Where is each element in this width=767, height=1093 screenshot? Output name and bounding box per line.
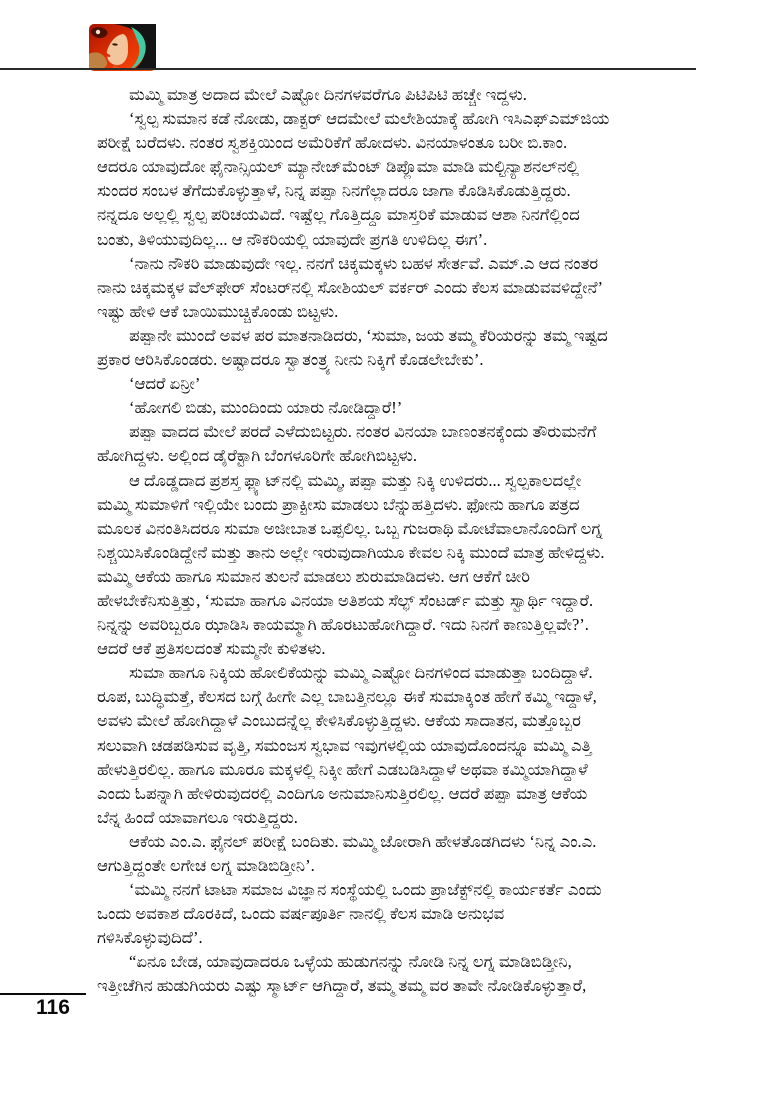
text-line: ಮೂಲಕ ವಿನಂತಿಸಿದರೂ ಸುಮಾ ಅಜೀಬಾತ ಒಪ್ಪಲಿಲ್ಲ. ಒಬ್ಬ ಗುಜರಾಥಿ ಮೋಟೆವಾಲಾನೊಂದಿಗೆ ಲಗ್ನ <box>97 518 603 538</box>
paragraph <box>97 396 719 420</box>
paragraph <box>97 324 719 372</box>
text-line: ಪರೀಕ್ಷೆ ಬರೆದಳು. ನಂತರ ಸ್ವಶಕ್ತಿಯಿಂದ ಅಮೆರಿಕೆಗೆ ಹೋದಳು. ವಿನಯಾಳಂತೂ ಬರೀ ಬಿ.ಕಾಂ. <box>97 133 568 153</box>
page-number: 116 <box>36 996 70 1019</box>
text-line: ‘ಮಮ್ಮಿ ನನಗೆ ಟಾಟಾ ಸಮಾಜ ವಿಜ್ಞಾನ ಸಂಸ್ಥೆಯಲ್ಲಿ ಒಂದು ಪ್ರಾಜೆಕ್ಟ್‌ನಲ್ಲಿ ಕಾರ್ಯಕರ್ತೆ ಎಂದು <box>129 880 602 900</box>
text-line: “ಏನೂ ಬೇಡ, ಯಾವುದಾದರೂ ಒಳ್ಳೆಯ ಹುಡುಗನನ್ನು ನೋಡಿ ನಿನ್ನ ಲಗ್ನ ಮಾಡಿಬಿಡ್ತೀನಿ, <box>129 952 572 972</box>
text-line: ಮಮ್ಮಿ ಆಕೆಯ ಹಾಗೂ ಸುಮಾನ ತುಲನೆ ಮಾಡಲು ಶುರುಮಾಡಿದಳು. ಆಗ ಆಕೆಗೆ ಚೀರಿ <box>97 566 530 586</box>
text-line: ಬಂತು, ತಿಳಿಯುವುದಿಲ್ಲ... ಆ ನೌಕರಿಯಲ್ಲಿ ಯಾವುದೇ ಪ್ರಗತಿ ಉಳಿದಿಲ್ಲ ಈಗ’. <box>97 229 488 249</box>
woman-face-illustration <box>89 24 156 71</box>
text-line: ಪಪ್ಪಾ ವಾದದ ಮೇಲೆ ಪರದೆ ಎಳೆದುಬಿಟ್ಟರು. ನಂತರ ವಿನಯಾ ಬಾಣಂತನಕ್ಕೆಂದು ತೌರುಮನೆಗೆ <box>129 422 597 442</box>
text-line: ಮಮ್ಮಿ ಮಾತ್ರ ಅದಾದ ಮೇಲೆ ಎಷ್ಟೋ ದಿನಗಳವರೆಗೂ ಪಿಟಿಪಿಟಿ ಹಚ್ಚೇ ಇದ್ದಳು. <box>129 85 527 104</box>
paragraph <box>97 878 719 950</box>
text-line: ಸಲುವಾಗಿ ಚಡಪಡಿಸುವ ವೃತ್ತಿ, ಸಮಂಜಸ ಸ್ವಭಾವ ಇವುಗಳಲ್ಲಿಯ ಯಾವುದೊಂದನ್ನೂ ಮಮ್ಮಿ ಎತ್ತಿ <box>97 735 592 755</box>
text-line: ‘ಹೋಗಲಿ ಬಿಡು, ಮುಂದಿಂದು ಯಾರು ನೋಡಿದ್ದಾರೆ!’ <box>129 398 403 418</box>
paragraph <box>97 107 719 252</box>
text-line: ಇತ್ತೀಚೆಗಿನ ಹುಡುಗಿಯರು ಎಷ್ಟು ಸ್ಮಾರ್ಟ್ ಆಗಿದ್ದಾರೆ, ತಮ್ಮ ತಮ್ಮ ವರ ತಾವೇ ನೋಡಿಕೊಳ್ಳುತ್ತಾರೆ, <box>97 976 587 996</box>
text-line: ರೂಪ, ಬುದ್ಧಿಮತ್ತೆ, ಕೆಲಸದ ಬಗ್ಗೆ ಹೀಗೇ ಎಲ್ಲ ಬಾಬತ್ತಿನಲ್ಲೂ ಈಕೆ ಸುಮಾಕ್ಕಿಂತ ಹೇಗೆ ಕಮ್ಮಿ ಇದ್ದಾಳೆ, <box>97 687 597 707</box>
text-line: ಆಕೆಯ ಎಂ.ಎ. ಫೈನಲ್ ಪರೀಕ್ಷೆ ಬಂದಿತು. ಮಮ್ಮಿ ಜೋರಾಗಿ ಹೇಳತೊಡಗಿದಳು ‘ನಿನ್ನ ಎಂ.ಎ. <box>129 831 597 851</box>
paragraph <box>97 420 719 468</box>
text-line: ಬೆನ್ನ ಹಿಂದೆ ಯಾವಾಗಲೂ ಇರುತ್ತಿದ್ದರು. <box>97 807 298 827</box>
text-line: ಹೇಳುತ್ತಿರಲಿಲ್ಲ. ಹಾಗೂ ಮೂರೂ ಮಕ್ಕಳಲ್ಲಿ ನಿಕ್ಕೀ ಹೇಗೆ ಎಡಬಡಿಸಿದ್ದಾಳೆ ಅಥವಾ ಕಮ್ಮಿಯಾಗಿದ್ದಾಳೆ <box>97 759 588 779</box>
paragraph <box>97 950 719 998</box>
paragraph <box>97 661 719 830</box>
text-line: ಹೋಗಿದ್ದಳು. ಅಲ್ಲಿಂದ ಡೈರೆಕ್ಟಾಗಿ ಬೆಂಗಳೂರಿಗೇ ಹೋಗಿಬಿಟ್ಟಳು. <box>97 446 417 466</box>
header-rule <box>0 68 696 70</box>
text-line: ಆಗುತ್ತಿದ್ದಂತೇ ಲಗೇಚ ಲಗ್ನ ಮಾಡಿಬಿಡ್ತೀನಿ’. <box>97 856 315 875</box>
text-line: ‘ಸ್ವಲ್ಪ ಸುಮಾನ ಕಡೆ ನೋಡು, ಡಾಕ್ಟರ್ ಆದಮೇಲೆ ಮಲೇಶಿಯಾಕ್ಕೆ ಹೋಗಿ ಇಸಿಎಫ್‌ಎಮ್‌ಜಿಯ <box>129 109 610 129</box>
text-line: ಅವಳು ಮೇಲೆ ಹೋಗಿದ್ದಾಳೆ ಎಂಬುದನ್ನೆಲ್ಲ ಕೇಳಿಸಿಕೊಳ್ಳುತ್ತಿದ್ದಳು. ಆಕೆಯ ಸಾದಾತನ, ಮತ್ತೊಬ್ಬರ <box>97 711 581 731</box>
text-line: ನನ್ನದೂ ಅಲ್ಲಲ್ಲಿ ಸ್ವಲ್ಪ ಪರಿಚಯವಿದೆ. ಇಷ್ಟೆಲ್ಲ ಗೊತ್ತಿದ್ದೂ ಮಾಸ್ತರಿಕೆ ಮಾಡುವ ಆಶಾ ನಿನಗೆಲ್ಲಿಂದ <box>97 205 580 225</box>
body-text <box>97 83 719 999</box>
text-line: ಮಮ್ಮಿ ಸುಮಾಳಿಗೆ ಇಲ್ಲಿಯೇ ಬಂದು ಪ್ರಾಕ್ಟೀಸು ಮಾಡಲು ಬೆನ್ನುಹತ್ತಿದಳು. ಫೋನು ಹಾಗೂ ಪತ್ರದ <box>97 494 580 514</box>
text-line: ಗಳಿಸಿಕೊಳ್ಳುವುದಿದೆ’. <box>97 928 203 948</box>
text-line: ಪಪ್ಪಾನೇ ಮುಂದೆ ಅವಳ ಪರ ಮಾತನಾಡಿದರು, ‘ಸುಮಾ, ಜಯ ತಮ್ಮ ಕೆರಿಯರನ್ನು ತಮ್ಮ ಇಷ್ಟದ <box>129 325 608 345</box>
text-line: ‘ನಾನು ನೌಕರಿ ಮಾಡುವುದೇ ಇಲ್ಲ. ನನಗೆ ಚಿಕ್ಕಮಕ್ಕಳು ಬಹಳ ಸೇರ್ತವೆ. ಎಮ್.ಎ ಆದ ನಂತರ <box>129 253 599 273</box>
page-number-rule <box>0 993 86 995</box>
text-line: ಪ್ರಕಾರ ಆರಿಸಿಕೊಂಡರು. ಅಷ್ಟಾದರೂ ಸ್ವಾತಂತ್ರ್ಯ ನೀನು ನಿಕ್ಕಿಗೆ ಕೊಡಲೇಬೇಕು’. <box>97 350 484 370</box>
text-line: ‘ಆದರೆ ಏನ್ರೀ’ <box>129 374 201 394</box>
text-line: ಒಂದು ಅವಕಾಶ ದೊರಕಿದೆ, ಒಂದು ವರ್ಷಪೂರ್ತಿ ನಾನಲ್ಲಿ ಕೆಲಸ ಮಾಡಿ ಅನುಭವ <box>97 904 505 924</box>
text-line: ಆ ದೊಡ್ಡದಾದ ಪ್ರಶಸ್ತ ಫ್ಲ್ಯಾಟ್‌ನಲ್ಲಿ ಮಮ್ಮಿ, ಪಪ್ಪಾ ಮತ್ತು ನಿಕ್ಕಿ ಉಳಿದರು... ಸ್ವಲ್ಪಕಾಲದಲ್ಲೇ <box>129 470 582 490</box>
text-line: ಎಂದು ಓಪನ್ನಾಗಿ ಹೇಳಿರುವುದರಲ್ಲಿ ಎಂದಿಗೂ ಅನುಮಾನಿಸುತ್ತಿರಲಿಲ್ಲ. ಆದರೆ ಪಪ್ಪಾ ಮಾತ್ರ ಆಕೆಯ <box>97 783 588 803</box>
paragraph <box>97 252 719 324</box>
text-line: ಸುಂದರ ಸಂಬಳ ತೆಗೆದುಕೊಳ್ಳುತ್ತಾಳೆ, ನಿನ್ನ ಪಪ್ಪಾ ನಿನಗೆಲ್ಲಾದರೂ ಜಾಗಾ ಕೊಡಿಸಿಕೊಡುತ್ತಿದ್ದರು. <box>97 181 571 201</box>
text-line: ಸುಮಾ ಹಾಗೂ ನಿಕ್ಕಿಯ ಹೋಲಿಕೆಯನ್ನು ಮಮ್ಮಿ ಎಷ್ಟೋ ದಿನಗಳಿಂದ ಮಾಡುತ್ತಾ ಬಂದಿದ್ದಾಳೆ. <box>129 663 593 683</box>
paragraph <box>97 83 719 107</box>
woman-face-illustration-svg <box>89 24 156 71</box>
text-line: ಆದರೆ ಆಕೆ ಪ್ರತಿಸಲದಂತೆ ಸುಮ್ಮನೇ ಕುಳಿತಳು. <box>97 639 326 659</box>
paragraph <box>97 830 719 878</box>
text-line: ಹೇಳಬೇಕೆನಿಸುತ್ತಿತ್ತು, ‘ಸುಮಾ ಹಾಗೂ ವಿನಯಾ ಅತಿಶಯ ಸೆಲ್ಫ್ ಸೆಂಟರ್ಡ್ ಮತ್ತು ಸ್ವಾರ್ಥಿ ಇದ್ದಾರೆ. <box>97 590 594 610</box>
text-line: ಇಷ್ಟು ಹೇಳಿ ಆಕೆ ಬಾಯಿಮುಚ್ಚಿಕೊಂಡು ಬಿಟ್ಟಳು. <box>97 301 339 321</box>
paragraph <box>97 469 719 662</box>
text-line: ನಿಶ್ಚಯಿಸಿಕೊಂಡಿದ್ದೇನೆ ಮತ್ತು ತಾನು ಅಲ್ಲೇ ಇರುವುದಾಗಿಯೂ ಕೇವಲ ನಿಕ್ಕಿ ಮುಂದೆ ಮಾತ್ರ ಹೇಳಿದ್ದಳು. <box>97 542 605 562</box>
text-line: ನಿನ್ನನ್ನು ಅವರಿಬ್ಬರೂ ಝಾಡಿಸಿ ಕಾಯಮ್ಮಾಗಿ ಹೊರಟುಹೋಗಿದ್ದಾರೆ. ಇದು ನಿನಗೆ ಕಾಣುತ್ತಿಲ್ಲವೇ?’. <box>97 615 589 635</box>
text-line: ಆದರೂ ಯಾವುದೋ ಫೈನಾನ್ಸಿಯಲ್ ಮ್ಯಾನೇಜ್‌ಮೆಂಟ್ ಡಿಪ್ಲೊಮಾ ಮಾಡಿ ಮಲ್ಟಿನ್ಯಾಶನಲ್‌ನಲ್ಲಿ <box>97 157 579 177</box>
paragraph <box>97 372 719 396</box>
text-line: ನಾನು ಚಿಕ್ಕಮಕ್ಕಳ ವೆಲ್‌ಫೇರ್ ಸೆಂಟರ್‌ನಲ್ಲಿ ಸೋಶಿಯಲ್ ವರ್ಕರ್ ಎಂದು ಕೆಲಸ ಮಾಡುವವಳಿದ್ದೇನೆ’ <box>97 277 603 297</box>
